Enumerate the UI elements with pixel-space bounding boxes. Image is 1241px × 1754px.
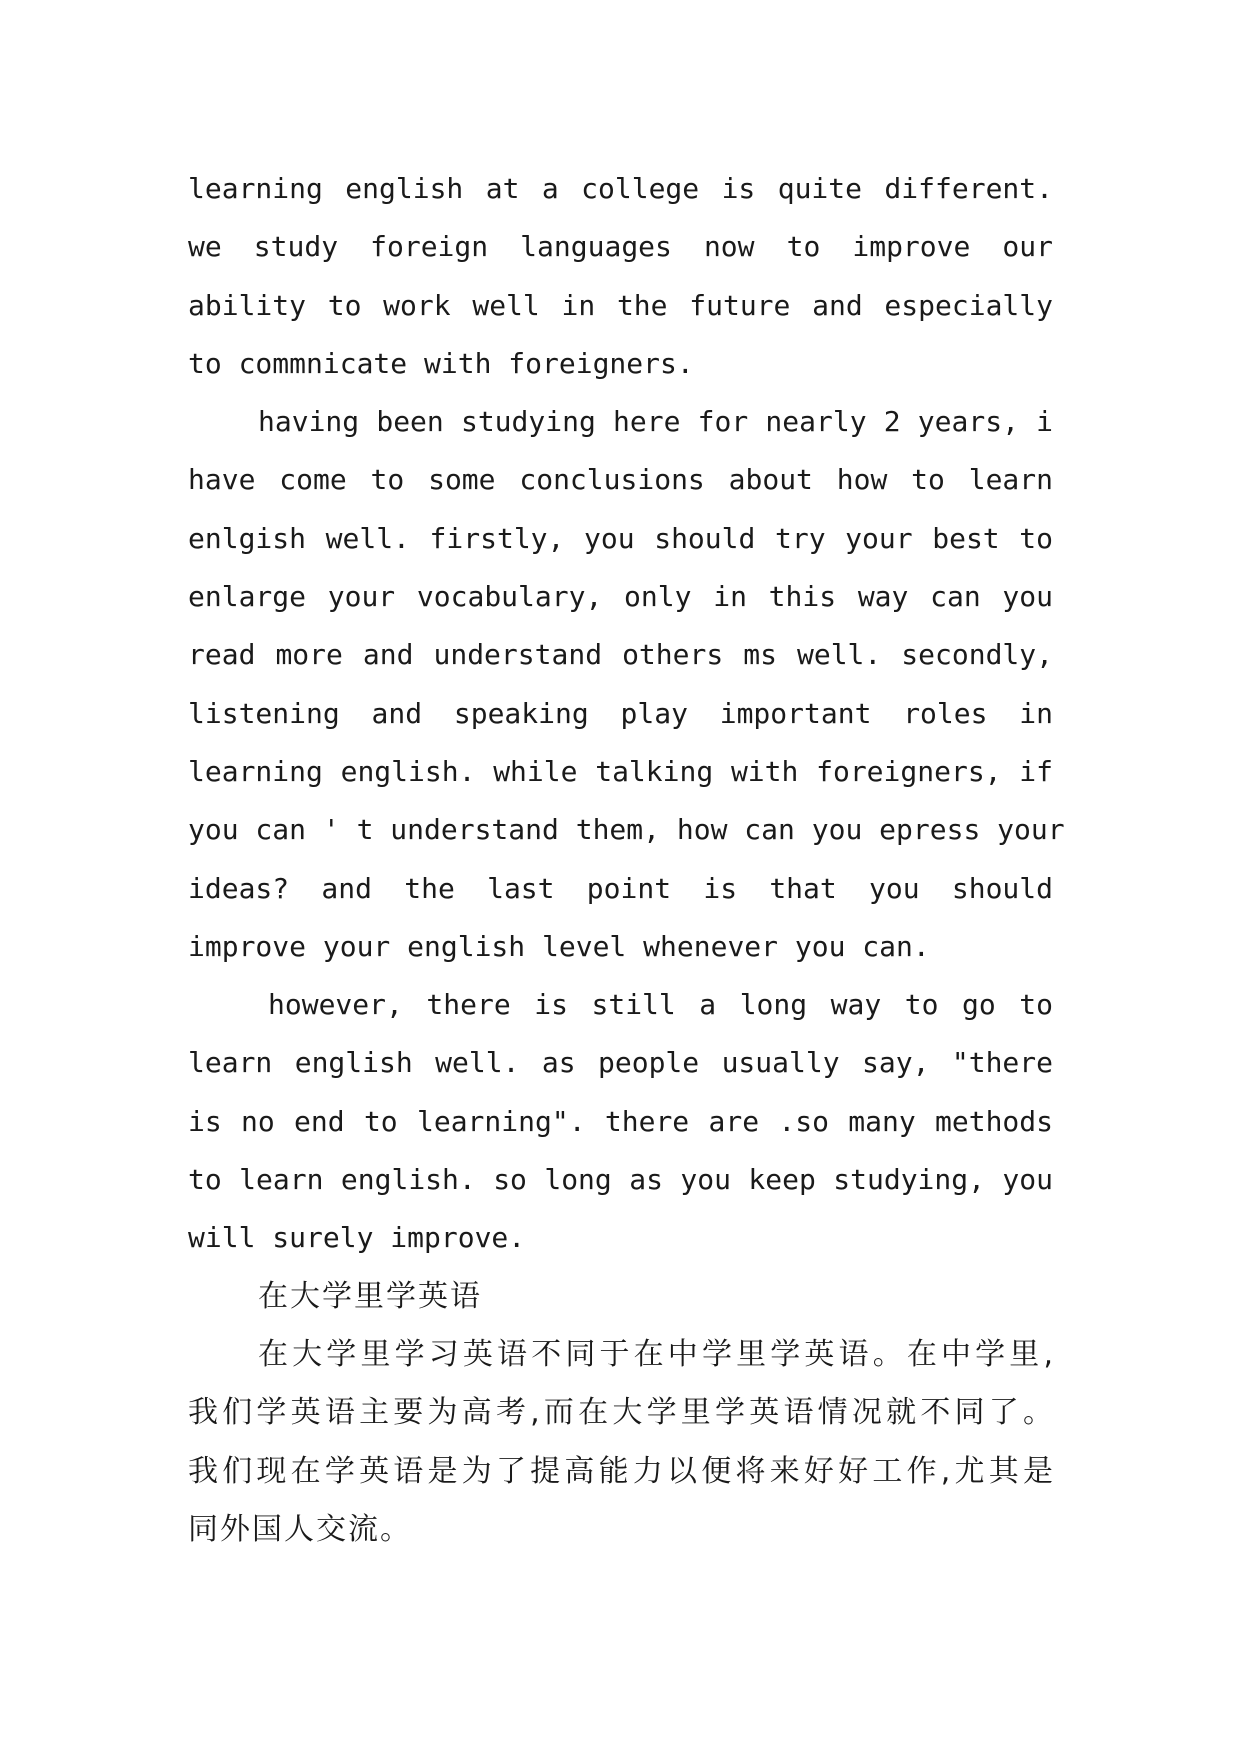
text-line: learn english well. as people usually say, "there [188,1046,1053,1080]
text-line: ideas? and the last point is that you should [188,871,1053,905]
text-line: listening and speaking play important roles in [188,696,1053,730]
text-line: enlarge your vocabulary, only in this way can you [188,580,1053,614]
text-line: however, there is still a long way to go to [268,988,1053,1022]
text-line: learning english at a college is quite different. [188,172,1053,205]
text-line: we study foreign languages now to improve our [188,230,1053,264]
text-line: 我们现在学英语是为了提高能力以便将来好好工作,尤其是 [188,1453,1053,1489]
text-line: have come to some conclusions about how to learn [188,463,1053,497]
text-line: improve your english level whenever you can. [188,929,930,963]
text-line: learning english. while talking with foreigners, if [188,754,1053,788]
text-line: 在大学里学习英语不同于在中学里学英语。在中学里, [258,1336,1053,1372]
text-line: is no end to learning". there are .so many methods [188,1104,1053,1138]
section-heading: 在大学里学英语 [258,1278,482,1314]
text-line: will surely improve. [188,1221,526,1255]
document-page [188,160,1065,1559]
text-line: to commnicate with foreigners. [188,346,694,380]
text-line: 我们学英语主要为高考,而在大学里学英语情况就不同了。 [188,1395,1053,1431]
text-line: you can ' t understand them, how can you epress your [188,813,1065,847]
text-line: 同外国人交流。 [188,1511,412,1547]
text-line: ability to work well in the future and especially [188,288,1053,322]
text-line: read more and understand others ms well. secondly, [188,638,1053,672]
text-line: enlgish well. firstly, you should try your best to [188,521,1053,555]
text-line: having been studying here for nearly 2 years, i [258,405,1053,439]
text-line: to learn english. so long as you keep studying, you [188,1163,1053,1197]
